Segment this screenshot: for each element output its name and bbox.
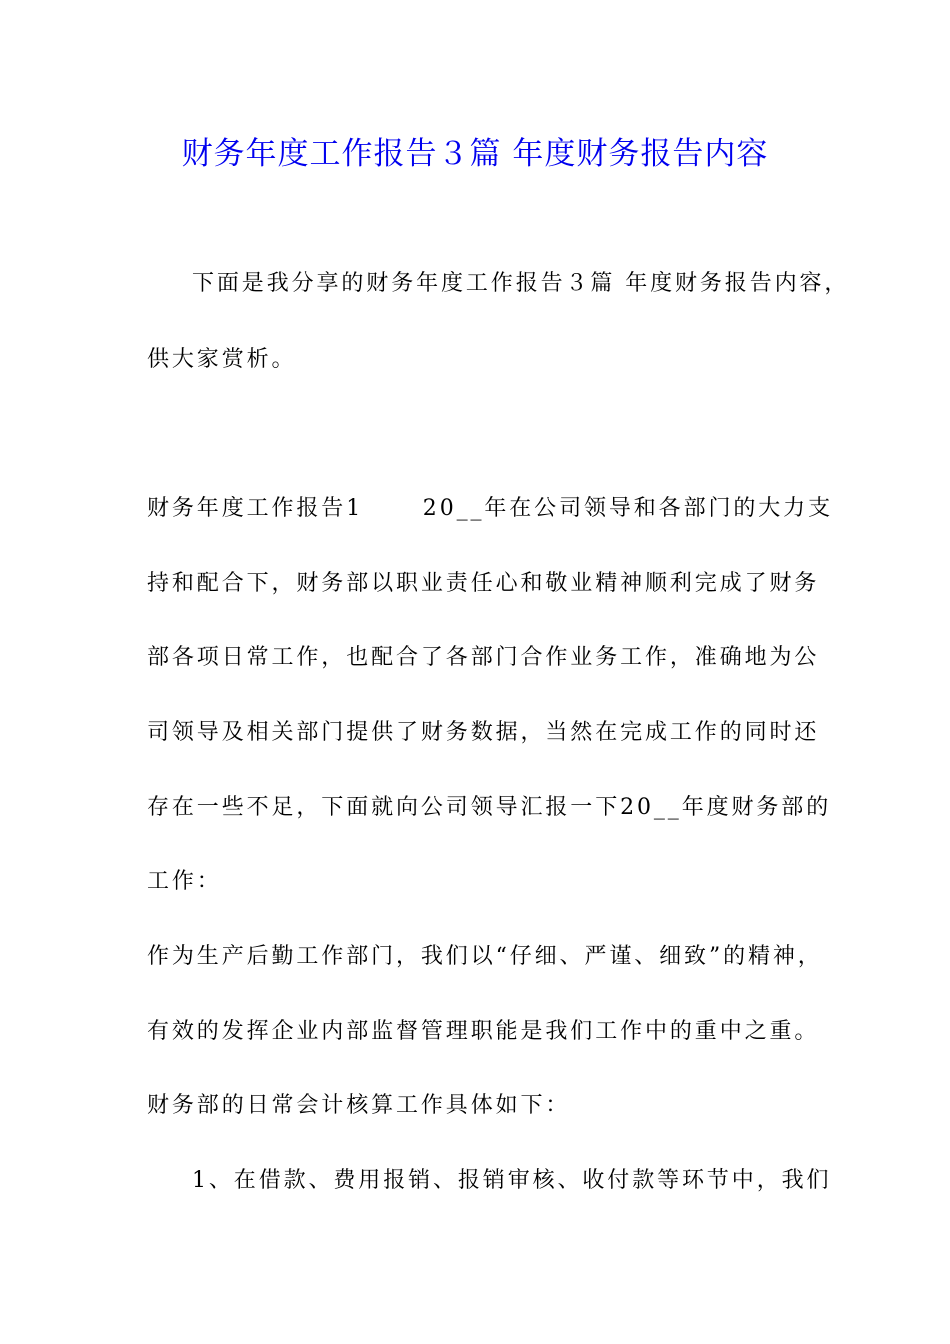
- paragraph-line: 下面是我分享的财务年度工作报告３篇 年度财务报告内容，: [192, 271, 850, 296]
- paragraph-line: 财务部的日常会计核算工作具体如下：: [147, 1093, 571, 1118]
- paragraph-line: 财务年度工作报告1 20__年在公司领导和各部门的大力支: [147, 496, 833, 521]
- paragraph-line: 存在一些不足，下面就向公司领导汇报一下20__年度财务部的: [147, 795, 832, 820]
- paragraph-line: 有效的发挥企业内部监督管理职能是我们工作中的重中之重。: [147, 1019, 820, 1044]
- paragraph-line: 部各项日常工作，也配合了各部门合作业务工作，准确地为公: [147, 645, 820, 670]
- paragraph-line: 1、在借款、费用报销、报销审核、收付款等环节中，我们: [192, 1168, 832, 1193]
- document-title: 财务年度工作报告３篇 年度财务报告内容: [181, 136, 769, 172]
- paragraph-line: 工作：: [147, 869, 222, 894]
- paragraph-line: 作为生产后勤工作部门，我们以“仔细、严谨、细致”的精神，: [147, 944, 823, 969]
- paragraph-line: 供大家赏析。: [147, 347, 297, 372]
- paragraph-line: 持和配合下，财务部以职业责任心和敬业精神顺利完成了财务: [147, 571, 820, 596]
- paragraph-line: 司领导及相关部门提供了财务数据，当然在完成工作的同时还: [147, 720, 820, 745]
